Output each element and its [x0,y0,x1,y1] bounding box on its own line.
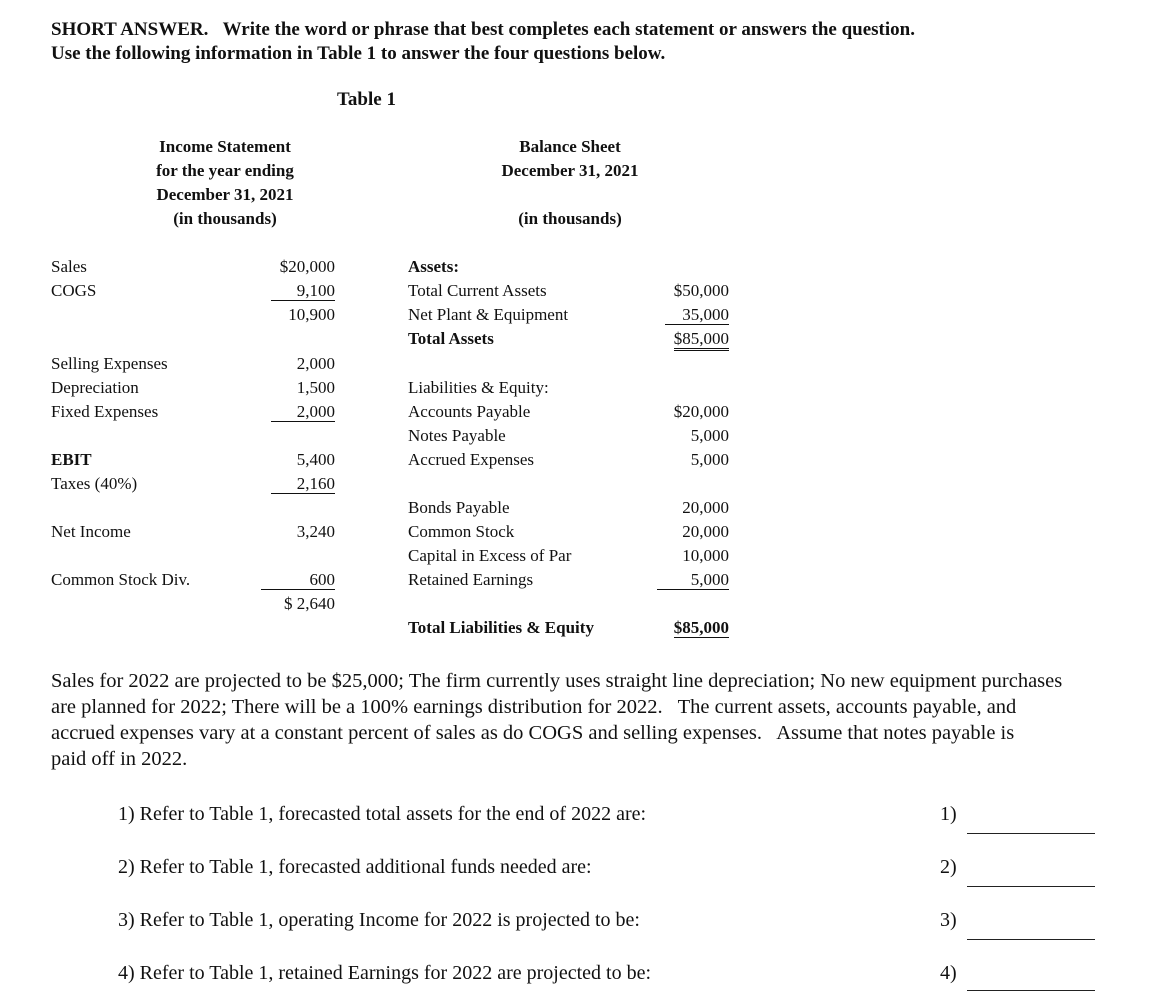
answer-1-blank[interactable] [967,821,1095,839]
bs-value-accrued-expenses: 5,000 [690,450,729,469]
description-line-2: are planned for 2022; There will be a 100% earnings distribution for 2022. The current assets, accounts payable, and [51,696,1017,718]
is-label-common-stock-div: Common Stock Div. [51,570,191,589]
section-label: SHORT ANSWER. [51,19,209,40]
instructions-line-1 [51,19,915,41]
bs-value-total-assets [629,329,729,351]
answer-2-number: 2) [940,856,957,878]
is-label-taxes: Taxes (40%) [51,474,138,493]
table-title: Table 1 [337,89,396,110]
is-value-common-stock-div-text: 600 [261,571,335,590]
instructions-line-2: Use the following information in Table 1 to answer the four questions below. [51,43,666,64]
bs-value-bonds-payable: 20,000 [682,498,729,517]
answer-4-number: 4) [940,962,957,984]
is-label-selling-expenses: Selling Expenses [51,354,168,373]
is-label-sales: Sales [51,257,87,276]
answer-3-number: 3) [940,909,957,931]
is-value-fixed-expenses-text: 2,000 [271,403,335,422]
is-label-fixed-expenses: Fixed Expenses [51,402,159,421]
answer-3-blank[interactable] [967,927,1095,945]
bs-liabilities-heading: Liabilities & Equity: [408,378,549,397]
is-value-addition-retained: $ 2,640 [284,594,335,613]
bs-label-bonds-payable: Bonds Payable [408,498,510,517]
bs-value-total-current-assets: $50,000 [673,281,729,300]
income-statement-date: December 31, 2021 [156,185,294,204]
is-label-depreciation: Depreciation [51,378,139,397]
answer-4-blank[interactable] [967,978,1095,996]
bs-assets-heading: Assets: [408,257,459,276]
is-value-depreciation: 1,500 [296,378,335,397]
bs-label-retained-earnings: Retained Earnings [408,570,534,589]
is-value-selling-expenses: 2,000 [296,354,335,373]
bs-value-total-liabilities-equity [629,618,729,638]
bs-label-accrued-expenses: Accrued Expenses [408,450,535,469]
bs-value-retained-earnings-text: 5,000 [657,571,729,590]
question-4: 4) Refer to Table 1, retained Earnings for 2022 are projected to be: [118,962,652,984]
bs-label-capital-excess-par: Capital in Excess of Par [408,546,572,565]
bs-label-accounts-payable: Accounts Payable [408,402,531,421]
bs-value-notes-payable: 5,000 [690,426,729,445]
is-value-ebit: 5,400 [296,450,335,469]
answer-2-blank[interactable] [967,874,1095,892]
is-value-cogs [235,281,335,301]
bs-label-notes-payable: Notes Payable [408,426,506,445]
description-line-4: paid off in 2022. [51,748,188,770]
is-label-net-income: Net Income [51,522,131,541]
is-value-fixed-expenses [235,402,335,422]
balance-sheet-title: Balance Sheet [519,137,621,156]
is-value-sales: $20,000 [279,257,335,276]
bs-value-net-plant-text: 35,000 [665,306,729,325]
instructions-text: Write the word or phrase that best completes each statement or answers the question. [222,19,915,40]
bs-value-total-liabilities-equity-text: $85,000 [673,618,729,637]
is-value-common-stock-div [235,570,335,590]
bs-value-total-assets-text: $85,000 [674,330,729,351]
question-3: 3) Refer to Table 1, operating Income for 2022 is projected to be: [118,909,640,931]
answer-1-number: 1) [940,803,957,825]
income-statement-subtitle: for the year ending [156,161,294,180]
balance-sheet-date: December 31, 2021 [501,161,639,180]
is-value-taxes-text: 2,160 [271,475,335,494]
description-line-3: accrued expenses vary at a constant percent of sales as do COGS and selling expenses. Assume that notes payable is [51,722,1015,744]
question-2: 2) Refer to Table 1, forecasted additional funds needed are: [118,856,592,878]
is-label-cogs: COGS [51,281,97,300]
bs-label-total-liabilities-equity: Total Liabilities & Equity [408,618,594,637]
income-statement-units: (in thousands) [173,209,277,228]
bs-label-common-stock: Common Stock [408,522,515,541]
bs-value-capital-excess-par: 10,000 [682,546,729,565]
balance-sheet-units: (in thousands) [518,209,622,228]
is-value-cogs-text: 9,100 [271,282,335,301]
bs-value-retained-earnings [629,570,729,590]
question-1: 1) Refer to Table 1, forecasted total assets for the end of 2022 are: [118,803,647,825]
bs-label-total-assets: Total Assets [408,329,494,348]
bs-value-common-stock: 20,000 [682,522,729,541]
bs-label-total-current-assets: Total Current Assets [408,281,547,300]
description-line-1: Sales for 2022 are projected to be $25,000; The firm currently uses straight line depreciation; No new equipment purchases [51,670,1063,692]
is-value-net-income: 3,240 [296,522,335,541]
bs-value-accounts-payable: $20,000 [673,402,729,421]
bs-label-net-plant: Net Plant & Equipment [408,305,569,324]
bs-value-net-plant [629,305,729,325]
is-value-gross-profit: 10,900 [288,305,335,324]
is-value-taxes [235,474,335,494]
income-statement-title: Income Statement [159,137,291,156]
is-label-ebit: EBIT [51,450,92,469]
